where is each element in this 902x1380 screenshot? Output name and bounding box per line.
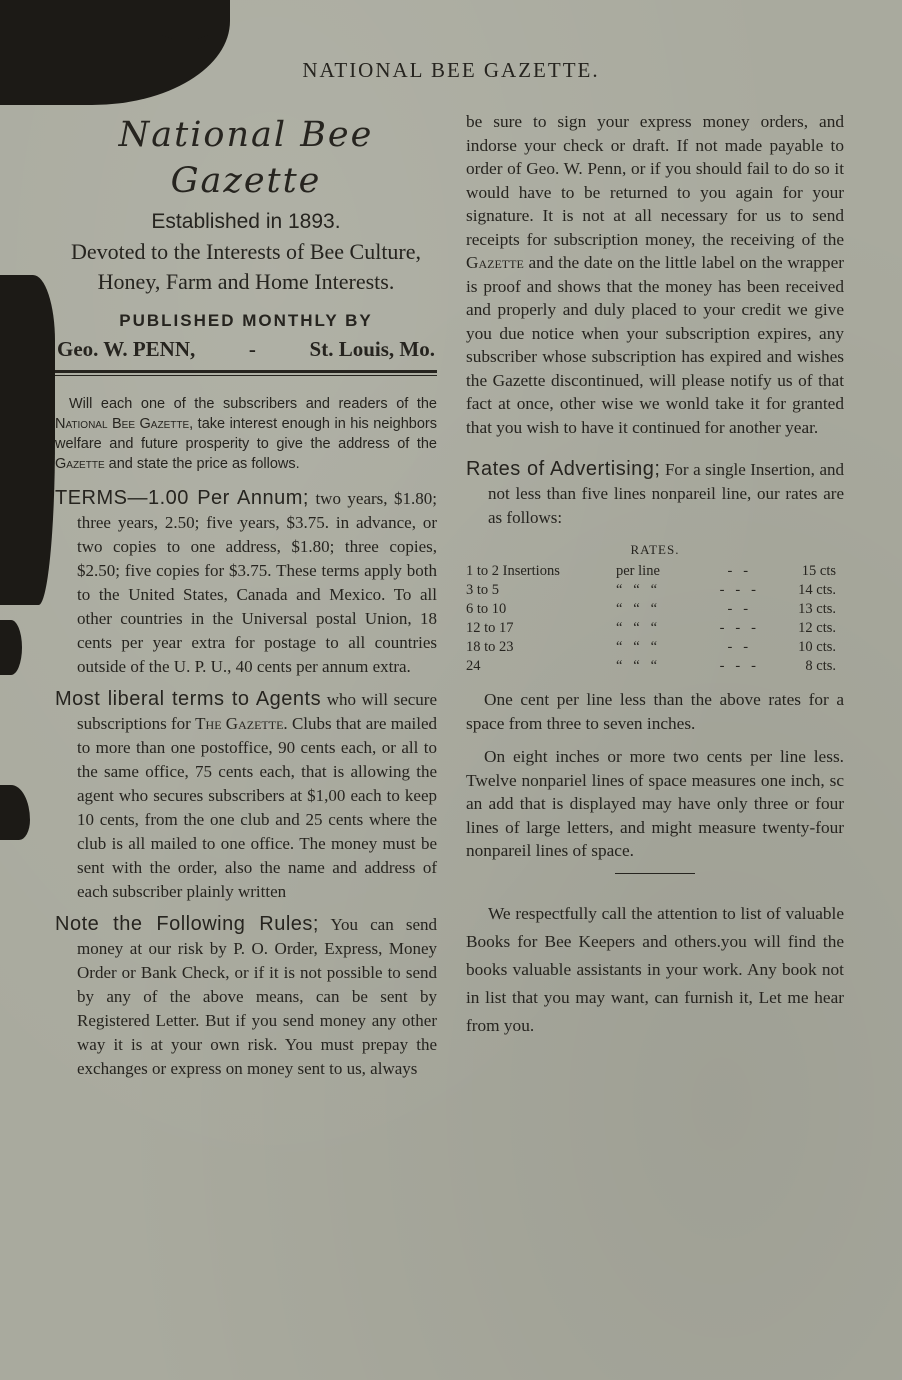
continued-text-1: be sure to sign your express money orders, and indorse your check or draft. If not made payable to order of Geo. W. Penn, or if you should fail to do so it would have to be returned to you again for your signature. It is not at all necessary for us to send receipts for subscription money, the receiving of the	[466, 112, 844, 249]
page-damage-left-spot-lower	[0, 785, 30, 840]
rate-unit: “ “ “	[616, 620, 658, 636]
rate-range: 3 to 5	[466, 582, 500, 598]
publisher-location: St. Louis, Mo.	[309, 337, 435, 361]
closing-paragraph: We respectfully call the attention to list of valuable Books for Bee Keepers and others.you will find the books valuable assistants in your work. Any book not in list that you may want, can furnish it, Let me hear from you.	[466, 903, 844, 1035]
rate-row	[466, 638, 836, 657]
agents-text-1: who will secure subscriptions for	[77, 690, 437, 733]
intro-paragraph	[55, 394, 437, 474]
rate-price: 13 cts.	[798, 601, 836, 617]
intro-text-2: , take interest enough in his neighbors welfare and future prosperity to give the address of the	[55, 416, 437, 452]
rates-table	[466, 562, 836, 676]
agents-heading: Most liberal terms to Agents	[55, 688, 322, 710]
rate-row	[466, 600, 836, 619]
masthead-devoted: Devoted to the Interests of Bee Culture, Honey, Farm and Home Interests.	[70, 239, 422, 294]
rate-unit: “ “ “	[616, 639, 658, 655]
rate-dots: - -	[727, 601, 749, 617]
rate-price: 14 cts.	[798, 582, 836, 598]
rules-body: You can send money at our risk by P. O. Order, Express, Money Order or Bank Check, or if it is not possible to send by any of the above means, can be sent by Registered Letter. But if you send money any other way it is at your own risk. You must prepay the exchanges or express on money sent to us, always	[77, 915, 437, 1078]
publisher-name: Geo. W. PENN,	[57, 337, 196, 361]
rates-heading: RATES.	[630, 542, 680, 557]
terms-heading: TERMS—1.00 Per Annum;	[55, 487, 309, 509]
rate-unit: “ “ “	[616, 601, 658, 617]
continued-paragraph	[466, 110, 844, 439]
intro-text-3: and state the price as follows.	[104, 456, 300, 472]
rate-price: 10 cts.	[798, 639, 836, 655]
continued-text-2: and the date on the little label on the wrapper is proof and shows that the money has been received and properly and duly placed to your credit we give you due notice when your subscription expires, any subscriber whose subscription has expired and wishes the Gazette discontinued, will please notify us of that fact at once, other wise we wonld take it for granted that you wish to have it continued for another year.	[466, 253, 844, 437]
rate-row	[466, 619, 836, 638]
rate-range: 6 to 10	[466, 601, 507, 617]
page-damage-left-spot	[0, 620, 22, 675]
page-damage-top	[150, 0, 220, 40]
rate-range: 1 to 2 Insertions	[466, 563, 560, 579]
rate-price: 15 cts	[801, 563, 836, 579]
publisher-separator: -	[248, 337, 256, 361]
advertising-heading: Rates of Advertising;	[466, 458, 661, 480]
rates-note-2: On eight inches or more two cents per line less. Twelve nonpariel lines of space measures one inch, sc an add that is displayed may have only three or four lines of large letters, and might measure twenty-four nonpareil lines of space.	[466, 747, 844, 860]
masthead-title: National Bee Gazette	[118, 115, 374, 201]
rate-dots: - - -	[719, 620, 756, 636]
rates-note-1: One cent per line less than the above rates for a space from three to seven inches.	[466, 690, 844, 733]
agents-paragraph	[55, 687, 437, 904]
rate-price: 8 cts.	[805, 658, 836, 674]
advertising-body: For a single Insertion, and not less than five lines nonpareil line, our rates are as follows:	[488, 460, 844, 527]
rate-row	[466, 581, 836, 600]
section-divider	[615, 873, 695, 874]
intro-paper-name: National Bee Gazette	[55, 416, 190, 432]
page-damage-left-edge	[0, 275, 55, 605]
advertising-paragraph	[466, 457, 844, 530]
rate-range: 12 to 17	[466, 620, 514, 636]
rate-unit: “ “ “	[616, 658, 658, 674]
rate-row	[466, 562, 836, 581]
continued-gazette: Gazette	[466, 253, 524, 272]
rate-unit: “ “ “	[616, 582, 658, 598]
rate-unit: per line	[616, 563, 660, 579]
rate-dots: - -	[727, 639, 749, 655]
running-head: NATIONAL BEE GAZETTE.	[302, 58, 600, 82]
masthead-published-by: PUBLISHED MONTHLY BY	[119, 311, 373, 330]
rate-dots: - - -	[719, 658, 756, 674]
masthead-established: Established in 1893.	[151, 210, 341, 233]
agents-gazette: The Gazette	[195, 714, 284, 733]
intro-text-1: Will each one of the subscribers and readers of the	[69, 396, 437, 412]
left-column	[55, 110, 437, 1089]
rate-dots: - -	[727, 563, 749, 579]
rate-range: 24	[466, 658, 481, 674]
agents-text-2: . Clubs that are mailed to more than one postoffice, 90 cents each, or all to the same office, 75 cents each, that is allowing the agent who secures subscribers at $1,00 each to keep 10 cents, from the one club and 25 cents where the club is all mailed to one office. The money must be sent with the order, also the name and address of each subscriber plainly written	[77, 714, 437, 901]
intro-gazette: Gazette	[55, 456, 105, 472]
rate-row	[466, 657, 836, 676]
rate-price: 12 cts.	[798, 620, 836, 636]
terms-paragraph	[55, 486, 437, 679]
masthead-publisher-row	[55, 337, 437, 362]
right-column	[466, 110, 844, 1050]
rules-heading: Note the Following Rules;	[55, 913, 319, 935]
terms-body: two years, $1.80; three years, 2.50; five years, $3.75. in advance, or two copies to one address, $1.80; three copies, $2.50; five copies for $3.75. These terms apply both to the United States, Canada and Mexico. To all other countries in the Universal postal Union, 18 cents per year extra for postage to all countries outside of the U. P. U., 40 cents per annum extra.	[77, 489, 437, 676]
rate-dots: - - -	[719, 582, 756, 598]
masthead	[55, 112, 437, 376]
masthead-rule	[55, 370, 437, 376]
rate-range: 18 to 23	[466, 639, 514, 655]
rules-paragraph	[55, 912, 437, 1081]
